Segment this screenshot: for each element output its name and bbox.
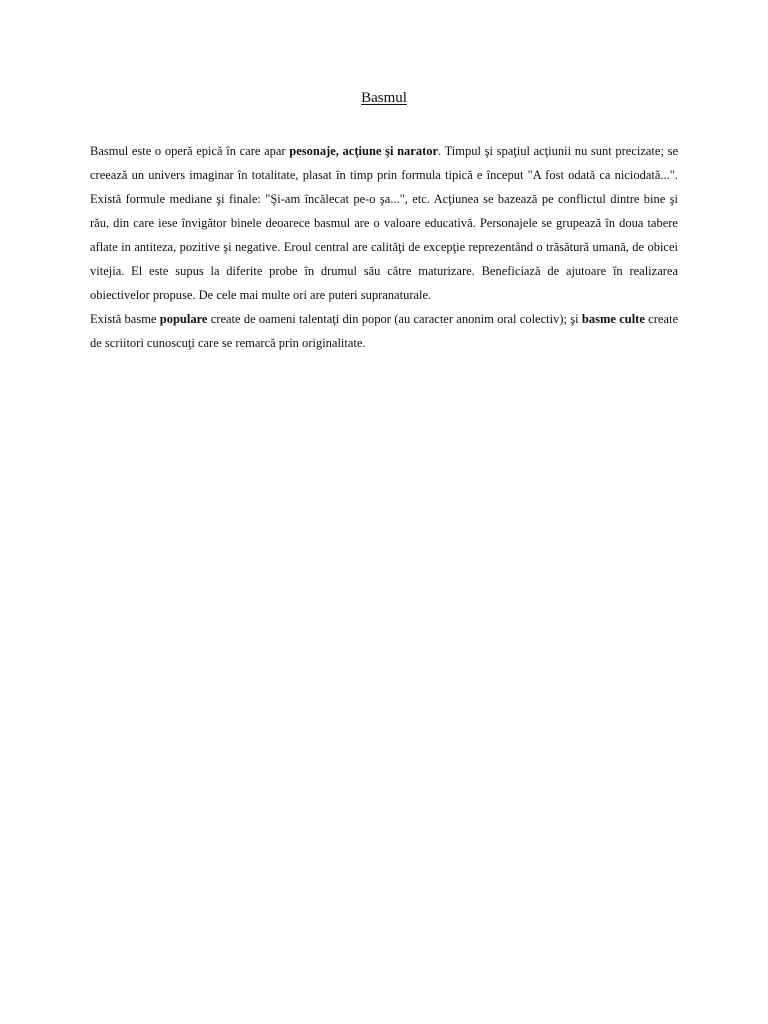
text-segment: . Timpul şi spaţiul acţiunii nu sunt precizate; se creează un univers imaginar în totalitate, plasat în timp prin formula tipică e început "A fost odată ca niciodată...". Există formule mediane şi finale: "Şi-am încălecat pe-o şa...", etc. Acţiunea se bazează pe conflictul dintre bine şi rău, din care iese învigător binele deoarece basmul are o valoare educativă. Personajele se grupează în doua tabere aflate in antiteza, pozitive şi negative. Eroul central are calităţi de excepţie reprezentând o trăsătură umană, de obicei vitejia. El este supus la diferite probe în drumul său către maturizare. Beneficiază de ajutoare în realizarea obiectivelor propuse. De cele mai multe ori are puteri supranaturale. <box>90 144 678 302</box>
document-title: Basmul <box>361 90 407 106</box>
bold-text-segment: populare <box>159 312 208 326</box>
text-segment: create de oameni talentaţi din popor (au caracter anonim oral colectiv); şi <box>207 312 582 326</box>
text-segment: create de scriitori cunoscuţi care se remarcă prin originalitate. <box>90 312 678 350</box>
document-body <box>90 139 678 355</box>
bold-text-segment: pesonaje, acţiune şi narator <box>289 144 439 158</box>
text-segment: Există basme <box>90 312 160 326</box>
bold-text-segment: basme culte <box>581 312 645 326</box>
text-segment: Basmul este o operă epică în care apar <box>90 144 290 158</box>
paragraph-2 <box>90 307 678 355</box>
paragraph-1 <box>90 139 678 307</box>
